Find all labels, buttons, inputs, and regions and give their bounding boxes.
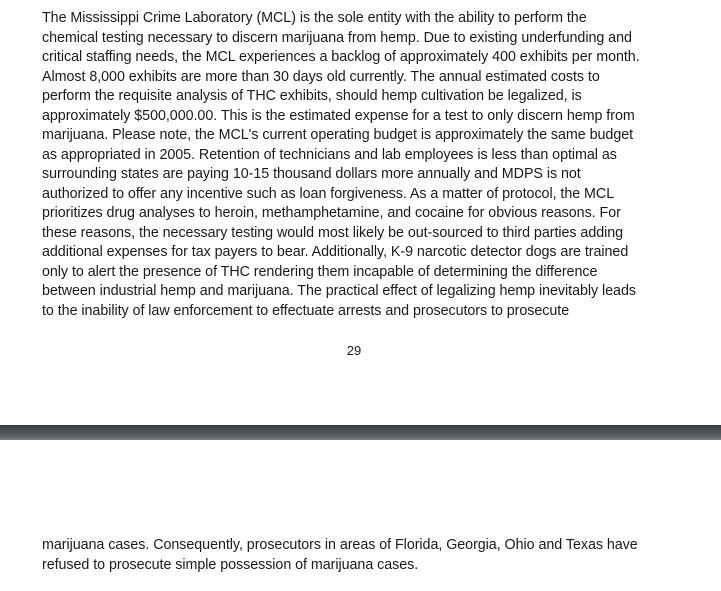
paragraph-line: marijuana cases. Consequently, prosecutors in areas of Florida, Georgia, Ohio and Texas have bbox=[42, 537, 638, 553]
paragraph-line: surrounding states are paying 10-15 thousand dollars more annually and MDPS is not bbox=[42, 166, 581, 182]
paragraph-line: to the inability of law enforcement to effectuate arrests and prosecutors to prosecute bbox=[42, 302, 570, 319]
page-separator bbox=[0, 425, 721, 440]
paragraph-line: additional expenses for tax payers to bear. Additionally, K-9 narcotic detector dogs are trained bbox=[42, 244, 629, 260]
paragraph-line: prioritizes drug analyses to heroin, methamphetamine, and cocaine for obvious reasons. For bbox=[42, 205, 621, 221]
paragraph-line: perform the requisite analysis of THC exhibits, should hemp cultivation be legalized, is bbox=[42, 88, 582, 104]
paragraph-line: between industrial hemp and marijuana. The practical effect of legalizing hemp inevitably leads bbox=[42, 283, 636, 299]
paragraph-line: refused to prosecute simple possession of marijuana cases. bbox=[42, 556, 419, 573]
paragraph-line: The Mississippi Crime Laboratory (MCL) is the sole entity with the ability to perform the bbox=[42, 10, 587, 26]
paragraph-line: authorized to offer any incentive such as loan forgiveness. As a matter of protocol, the MCL bbox=[42, 185, 615, 202]
paragraph-line: only to alert the presence of THC rendering them incapable of determining the difference bbox=[42, 263, 598, 280]
paragraph-line: these reasons, the necessary testing would most likely be out-sourced to third parties adding bbox=[42, 224, 624, 241]
paragraph-line: chemical testing necessary to discern marijuana from hemp. Due to existing underfunding and bbox=[42, 29, 632, 46]
paragraph-line: approximately $500,000.00. This is the estimated expense for a test to only discern hemp from bbox=[42, 107, 635, 124]
paragraph-line: as appropriated in 2005. Retention of technicians and lab employees is less than optimal as bbox=[42, 146, 617, 163]
document-page-30 bbox=[0, 440, 721, 591]
page-number: 29 bbox=[346, 343, 362, 358]
paragraph-line: marijuana. Please note, the MCL's current operating budget is approximately the same budget bbox=[42, 127, 634, 143]
paragraph-line: Almost 8,000 exhibits are more than 30 days old currently. The annual estimated costs to bbox=[42, 68, 600, 85]
paragraph-line: critical staffing needs, the MCL experiences a backlog of approximately 400 exhibits per month. bbox=[42, 49, 640, 65]
